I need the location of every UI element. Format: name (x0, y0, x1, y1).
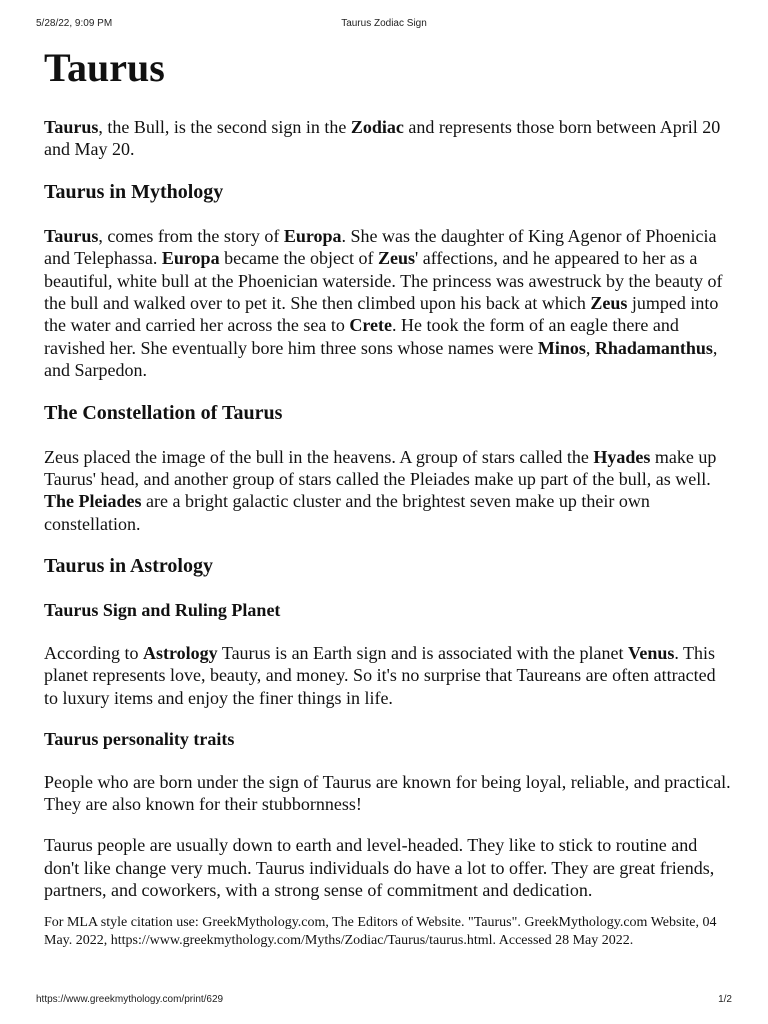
section-heading-mythology: Taurus in Mythology (44, 180, 224, 203)
bold-term: Crete (349, 315, 392, 336)
print-url: https://www.greekmythology.com/print/629 (36, 994, 224, 1005)
bold-term: Hyades (593, 446, 651, 467)
bold-term: Taurus (44, 225, 99, 246)
ruling-planet-paragraph: According to Astrology Taurus is an Earth sign and is associated with the planet Venus. This planet represents love, beauty, and money. So it's no surprise that Taureans are often attracted to luxury items and enjoy the finer things in life. (44, 642, 716, 708)
print-footer (36, 994, 732, 1008)
personality-paragraph-1: People who are born under the sign of Taurus are known for being loyal, reliable, and practical. They are also known for their stubbornness! (44, 771, 731, 814)
subsection-heading-personality: Taurus personality traits (44, 729, 235, 749)
bold-term: Taurus (44, 117, 99, 137)
section-heading-astrology: Taurus in Astrology (44, 555, 213, 578)
bold-term: Europa (161, 248, 220, 269)
page-title: Taurus (44, 45, 165, 90)
bold-term: Venus (627, 642, 675, 663)
print-document-title: Taurus Zodiac Sign (341, 18, 427, 29)
intro-paragraph: Taurus, the Bull, is the second sign in the Zodiac and represents those born between April 20 and May 20. (44, 117, 721, 160)
mla-citation: For MLA style citation use: GreekMythology.com, The Editors of Website. "Taurus". GreekMythology.com Website, 04 May. 2022, https://www.greekmythology.com/Myths/Zodiac/Taurus/taurus.html. Accessed 28 May 2022. (44, 914, 717, 948)
bold-term: The Pleiades (44, 491, 142, 512)
bold-term: Zeus (590, 293, 628, 314)
article-content (44, 44, 734, 950)
section-heading-constellation: The Constellation of Taurus (44, 401, 283, 424)
personality-paragraph-2: Taurus people are usually down to earth and level-headed. They like to stick to routine and don't like change very much. Taurus individuals do have a lot to offer. They are great friends, partners, and coworkers, with a strong sense of commitment and dedication. (44, 835, 715, 901)
print-date: 5/28/22, 9:09 PM (36, 18, 113, 29)
bold-term: Minos (537, 337, 586, 358)
mythology-paragraph: Taurus, comes from the story of Europa. She was the daughter of King Agenor of Phoenicia and Telephassa. Europa became the object of Zeus' affections, and he appeared to her as a beautiful, white bull at the Phoenician waterside. The princess was awestruck by the beauty of the bull and walked over to pet it. She then climbed upon his back at which Zeus jumped into the water and carried her across the sea to Crete. He took the form of an eagle there and ravished her. She eventually bore him three sons whose names were Minos, Rhadamanthus, and Sarpedon. (44, 225, 723, 381)
subsection-heading-ruling-planet: Taurus Sign and Ruling Planet (44, 600, 281, 621)
constellation-paragraph: Zeus placed the image of the bull in the heavens. A group of stars called the Hyades make up Taurus' head, and another group of stars called the Pleiades make up part of the bull, as well. The Pleiades are a bright galactic cluster and the brightest seven make up their own constellation. (44, 446, 717, 534)
bold-term: Astrology (142, 642, 218, 663)
bold-term: Zeus (378, 248, 416, 269)
bold-term: Europa (283, 225, 342, 246)
bold-term: Zodiac (350, 117, 404, 137)
print-header (36, 18, 732, 32)
bold-term: Rhadamanthus (594, 337, 713, 358)
page-number: 1/2 (718, 994, 732, 1005)
